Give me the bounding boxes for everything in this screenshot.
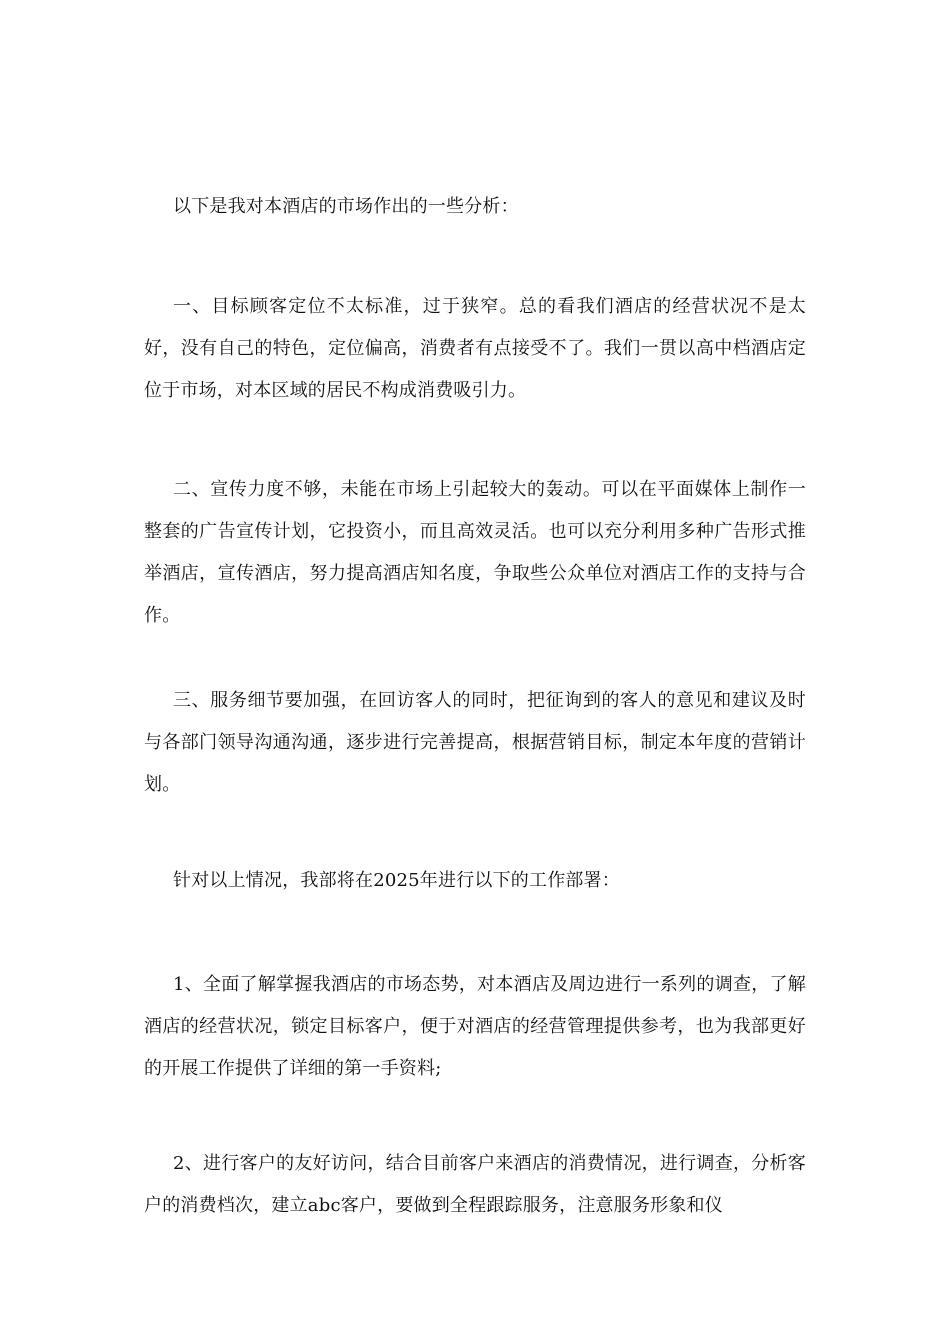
intro-paragraph: 以下是我对本酒店的市场作出的一些分析： <box>173 196 519 217</box>
work-plan-item-2: 2、进行客户的友好访问，结合目前客户来酒店的消费情况，进行调查，分析客户的消费档次，建立abc客户，要做到全程跟踪服务，注意服务形象和仪 <box>144 1153 806 1216</box>
analysis-point-3: 三、服务细节要加强，在回访客人的同时，把征询到的客人的意见和建议及时与各部门领导沟通沟通，逐步进行完善提高，根据营销目标，制定本年度的营销计划。 <box>144 690 806 795</box>
analysis-point-1: 一、目标顾客定位不太标准，过于狭窄。总的看我们酒店的经营状况不是太好，没有自己的特色，定位偏高，消费者有点接受不了。我们一贯以高中档酒店定位于市场，对本区域的居民不构成消费吸引力。 <box>144 296 806 401</box>
work-plan-intro: 针对以上情况，我部将在2025年进行以下的工作部署： <box>173 870 621 891</box>
work-plan-item-1: 1、全面了解掌握我酒店的市场态势，对本酒店及周边进行一系列的调查，了解酒店的经营状况，锁定目标客户，便于对酒店的经营管理提供参考，也为我部更好的开展工作提供了详细的第一手资料; <box>144 974 806 1079</box>
analysis-point-2: 二、宣传力度不够，未能在市场上引起较大的轰动。可以在平面媒体上制作一整套的广告宣传计划，它投资小，而且高效灵活。也可以充分利用多种广告形式推举酒店，宣传酒店，努力提高酒店知名度，争取些公众单位对酒店工作的支持与合作。 <box>144 479 806 626</box>
